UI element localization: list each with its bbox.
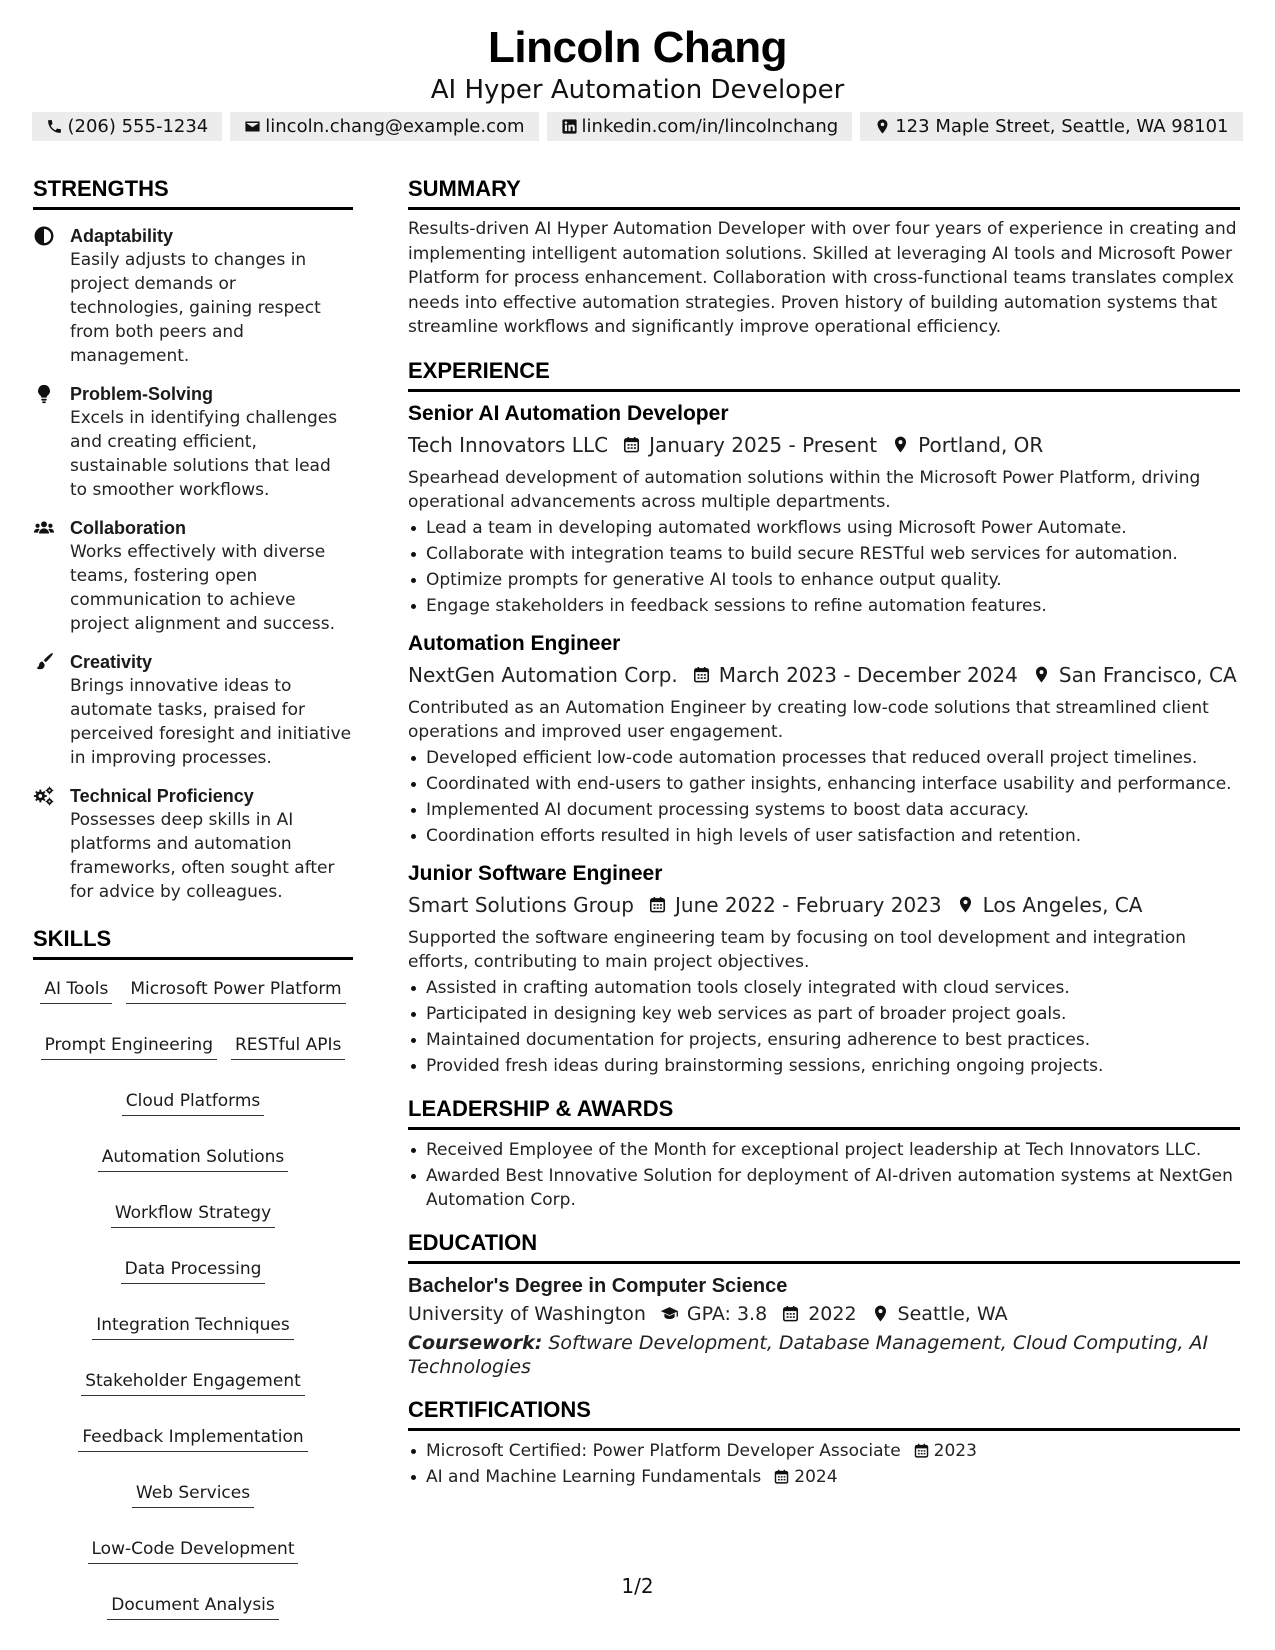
- contact-address-text: 123 Maple Street, Seattle, WA 98101: [895, 116, 1229, 137]
- job-dates: June 2022 - February 2023: [675, 892, 942, 917]
- leadership-list: [408, 1138, 1240, 1212]
- skill-tag: Prompt Engineering: [41, 1030, 217, 1060]
- strength-desc: Easily adjusts to changes in project demands or technologies, gaining respect from both peers and management.: [70, 250, 321, 366]
- coursework-text: Software Development, Database Management, Cloud Computing, AI Technologies: [408, 1331, 1209, 1378]
- job-bullets: [408, 516, 1240, 618]
- map-pin-icon: [871, 1304, 890, 1323]
- map-pin-icon: [891, 435, 910, 454]
- skill-tag: AI Tools: [40, 974, 112, 1004]
- job-bullet: Maintained documentation for projects, ensuring adherence to best practices.: [408, 1028, 1240, 1052]
- edu-location: Seattle, WA: [897, 1302, 1008, 1325]
- job-bullet: Engage stakeholders in feedback sessions to refine automation features.: [408, 594, 1240, 618]
- strength-desc: Brings innovative ideas to automate tasks, praised for perceived foresight and initiative in improving processes.: [70, 676, 352, 768]
- job-title: Junior Software Engineer: [408, 861, 663, 885]
- leadership-heading: LEADERSHIP & AWARDS: [408, 1096, 1240, 1130]
- job-company: Tech Innovators LLC: [408, 432, 609, 457]
- contact-email-text: lincoln.chang@example.com: [265, 116, 525, 137]
- job-entry: [408, 400, 1240, 618]
- job-meta: [408, 660, 1240, 690]
- contact-row: [0, 112, 1275, 141]
- job-bullet: Provided fresh ideas during brainstorming sessions, enriching ongoing projects.: [408, 1054, 1240, 1078]
- skill-tag: Stakeholder Engagement: [81, 1366, 305, 1396]
- job-bullets: [408, 746, 1240, 848]
- paintbrush-icon: [33, 651, 55, 673]
- job-desc: Supported the software engineering team by focusing on tool development and integration efforts, contributing to main project objectives.: [408, 927, 1186, 972]
- calendar-icon: [622, 435, 641, 454]
- edu-school: University of Washington: [408, 1302, 646, 1325]
- calendar-icon: [692, 665, 711, 684]
- job-bullet: Lead a team in developing automated workflows using Microsoft Power Automate.: [408, 516, 1240, 540]
- skill-tag: Cloud Platforms: [122, 1086, 265, 1116]
- right-column: [408, 176, 1240, 1491]
- resume-header: [0, 22, 1275, 141]
- strength-title: Collaboration: [70, 518, 186, 538]
- job-bullet: Optimize prompts for generative AI tools to enhance output quality.: [408, 568, 1240, 592]
- summary-heading: SUMMARY: [408, 176, 1240, 210]
- users-icon: [33, 517, 55, 539]
- skill-tag: Web Services: [132, 1478, 254, 1508]
- candidate-name: Lincoln Chang: [487, 23, 788, 72]
- job-entry: [408, 630, 1240, 848]
- calendar-icon: [648, 895, 667, 914]
- strengths-heading: STRENGTHS: [33, 176, 353, 210]
- experience-heading: EXPERIENCE: [408, 358, 1240, 392]
- skill-tag: RESTful APIs: [231, 1030, 345, 1060]
- strength-desc: Works effectively with diverse teams, fostering open communication to achieve project alignment and success.: [70, 542, 335, 634]
- gears-icon: [33, 785, 55, 807]
- edu-degree: Bachelor's Degree in Computer Science: [408, 1274, 788, 1297]
- strength-title: Problem-Solving: [70, 384, 214, 404]
- skill-tag: Automation Solutions: [98, 1142, 289, 1172]
- edu-year: 2022: [808, 1302, 857, 1325]
- contrast-icon: [33, 225, 55, 247]
- certification-item: [408, 1465, 1240, 1489]
- strength-item: [33, 650, 353, 770]
- job-dates: January 2025 - Present: [649, 432, 878, 457]
- lightbulb-icon: [33, 383, 55, 405]
- graduation-cap-icon: [660, 1304, 679, 1323]
- skill-tag: Feedback Implementation: [78, 1422, 307, 1452]
- contact-phone[interactable]: [32, 112, 222, 141]
- contact-address[interactable]: [860, 112, 1242, 141]
- certification-year: 2024: [794, 1466, 838, 1487]
- map-pin-icon: [956, 895, 975, 914]
- job-bullet: Implemented AI document processing systems to boost data accuracy.: [408, 798, 1240, 822]
- calendar-icon: [773, 1468, 790, 1485]
- contact-linkedin[interactable]: [547, 112, 853, 141]
- job-bullet: Coordination efforts resulted in high levels of user satisfaction and retention.: [408, 824, 1240, 848]
- edu-gpa: GPA: 3.8: [686, 1302, 768, 1325]
- strength-title: Creativity: [70, 652, 153, 672]
- job-entry: [408, 860, 1240, 1078]
- strength-item: [33, 784, 353, 904]
- strength-desc: Excels in identifying challenges and creating efficient, sustainable solutions that lead to smoother workflows.: [70, 408, 338, 500]
- strength-desc: Possesses deep skills in AI platforms and automation frameworks, often sought after for advice by colleagues.: [70, 810, 335, 902]
- education-heading: EDUCATION: [408, 1230, 1240, 1264]
- certifications-list: [408, 1439, 1240, 1489]
- edu-coursework: [408, 1331, 1240, 1379]
- skill-tag: Low-Code Development: [88, 1534, 299, 1564]
- linkedin-icon: [561, 118, 578, 135]
- coursework-label: Coursework:: [408, 1331, 543, 1354]
- job-location: Portland, OR: [918, 432, 1044, 457]
- skill-tag: Document Analysis: [107, 1590, 279, 1620]
- skill-tag: Data Processing: [121, 1254, 266, 1284]
- edu-meta: [408, 1299, 1240, 1329]
- job-location: Los Angeles, CA: [982, 892, 1143, 917]
- job-bullet: Developed efficient low-code automation processes that reduced overall project timelines.: [408, 746, 1240, 770]
- strength-title: Technical Proficiency: [70, 786, 254, 806]
- leadership-item: Awarded Best Innovative Solution for deployment of AI-driven automation systems at NextGen Automation Corp.: [408, 1164, 1240, 1212]
- contact-email[interactable]: [230, 112, 538, 141]
- map-pin-icon: [874, 118, 891, 135]
- certification-name: Microsoft Certified: Power Platform Developer Associate: [426, 1440, 901, 1461]
- skills-heading: SKILLS: [33, 926, 353, 960]
- skill-tag: Workflow Strategy: [111, 1198, 275, 1228]
- phone-icon: [46, 118, 63, 135]
- skill-tag: Microsoft Power Platform: [126, 974, 345, 1004]
- leadership-item: Received Employee of the Month for exceptional project leadership at Tech Innovators LLC.: [408, 1138, 1240, 1162]
- certifications-heading: CERTIFICATIONS: [408, 1397, 1240, 1431]
- job-bullet: Collaborate with integration teams to build secure RESTful web services for automation.: [408, 542, 1240, 566]
- certification-year: 2023: [933, 1440, 977, 1461]
- job-desc: Spearhead development of automation solutions within the Microsoft Power Platform, driving operational advancements across multiple departments.: [408, 467, 1201, 512]
- job-bullet: Coordinated with end-users to gather insights, enhancing interface usability and performance.: [408, 772, 1240, 796]
- left-column: [33, 176, 353, 1620]
- certification-item: [408, 1439, 1240, 1463]
- skills-list: [33, 974, 353, 1620]
- skill-tag: Integration Techniques: [92, 1310, 294, 1340]
- strength-item: [33, 516, 353, 636]
- map-pin-icon: [1032, 665, 1051, 684]
- job-title: Senior AI Automation Developer: [408, 401, 729, 425]
- envelope-icon: [244, 118, 261, 135]
- job-company: NextGen Automation Corp.: [408, 662, 678, 687]
- job-location: San Francisco, CA: [1058, 662, 1237, 687]
- certification-name: AI and Machine Learning Fundamentals: [426, 1466, 762, 1487]
- job-bullet: Assisted in crafting automation tools closely integrated with cloud services.: [408, 976, 1240, 1000]
- job-company: Smart Solutions Group: [408, 892, 634, 917]
- job-bullets: [408, 976, 1240, 1078]
- job-meta: [408, 890, 1240, 920]
- strength-title: Adaptability: [70, 226, 174, 246]
- strength-item: [33, 382, 353, 502]
- strength-item: [33, 224, 353, 368]
- calendar-icon: [913, 1442, 930, 1459]
- summary-text: Results-driven AI Hyper Automation Developer with over four years of experience in creating and implementing intelligent automation solutions. Skilled at leveraging AI tools and Microsoft Power Platform for process enhancement. Collaboration with cross-functional teams translates complex needs into effective automation strategies. Proven history of building automation systems that streamline workflows and significantly improve operational efficiency.: [408, 219, 1237, 337]
- job-meta: [408, 430, 1240, 460]
- job-bullet: Participated in designing key web services as part of broader project goals.: [408, 1002, 1240, 1026]
- contact-phone-text: (206) 555-1234: [67, 116, 209, 137]
- job-desc: Contributed as an Automation Engineer by creating low-code solutions that streamlined client operations and improved user engagement.: [408, 697, 1209, 742]
- job-title: Automation Engineer: [408, 631, 621, 655]
- calendar-icon: [781, 1304, 800, 1323]
- candidate-headline: AI Hyper Automation Developer: [430, 75, 845, 105]
- contact-linkedin-text: linkedin.com/in/lincolnchang: [581, 116, 839, 137]
- job-dates: March 2023 - December 2024: [718, 662, 1018, 687]
- page-number: 1/2: [621, 1574, 654, 1598]
